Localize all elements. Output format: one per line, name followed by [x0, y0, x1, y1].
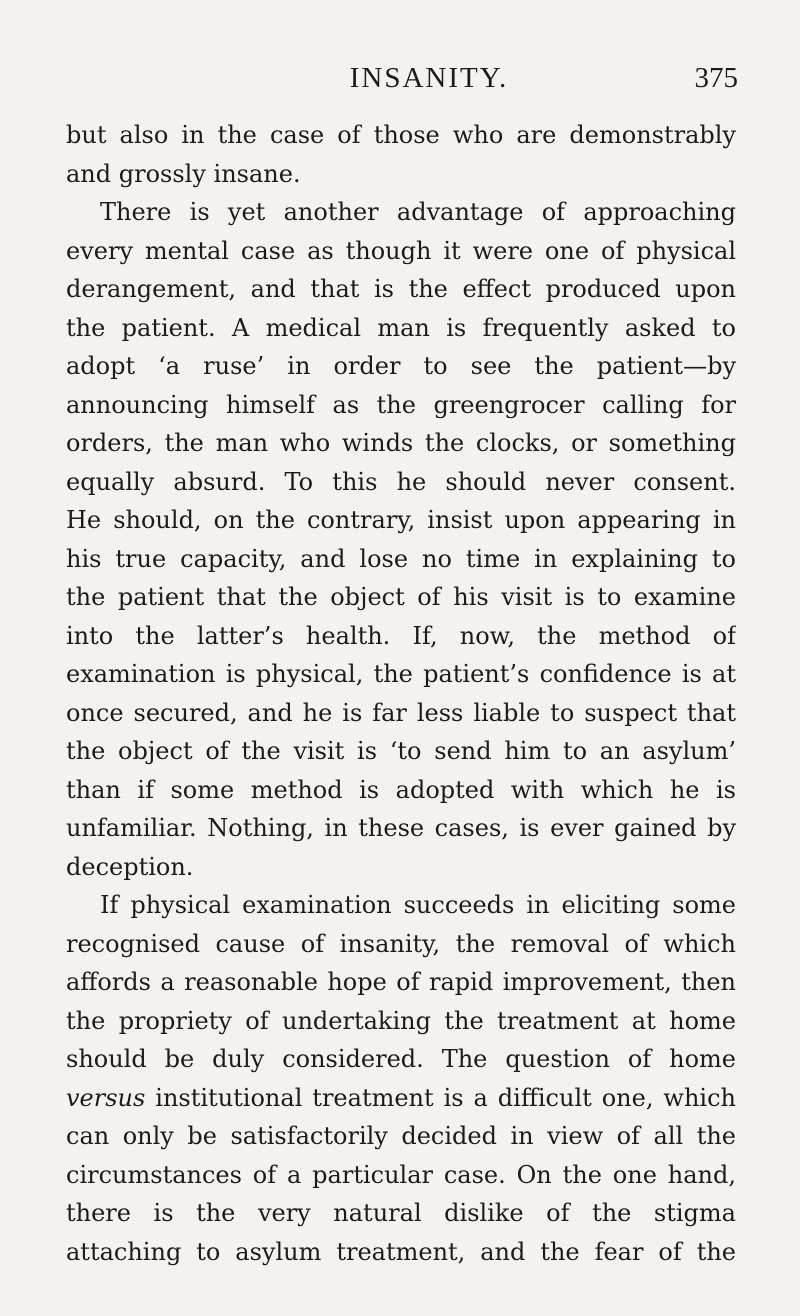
- text-line: there is the very natural dislike of the stigma: [66, 1199, 736, 1227]
- text-line: but also in the case of those who are demonstrably: [66, 121, 736, 149]
- text-line: announcing himself as the greengrocer calling for: [66, 390, 736, 419]
- text-line: the object of the visit is ‘to send him to an asylum’: [66, 737, 736, 765]
- text-line: examination is physical, the patient’s confidence is at: [66, 660, 736, 688]
- page-number: 375: [694, 62, 738, 94]
- text-line: If physical examination succeeds in eliciting some: [100, 891, 736, 919]
- text-line: circumstances of a particular case. On the one hand,: [66, 1160, 736, 1189]
- text-line: unfamiliar. Nothing, in these cases, is ever gained by: [66, 814, 736, 842]
- text-line: affords a reasonable hope of rapid improvement, then: [66, 968, 736, 996]
- italic-word: versus: [66, 1083, 146, 1112]
- text-line: equally absurd. To this he should never consent.: [66, 467, 736, 496]
- text-line: his true capacity, and lose no time in explaining to: [66, 544, 736, 573]
- text-line: orders, the man who winds the clocks, or something: [66, 429, 736, 457]
- running-head: [120, 58, 738, 98]
- text-line: once secured, and he is far less liable to suspect that: [66, 698, 736, 727]
- text-line: attaching to asylum treatment, and the fear of the: [66, 1237, 736, 1266]
- text-line: the patient. A medical man is frequently asked to: [66, 313, 736, 342]
- text-line: deception.: [66, 852, 194, 881]
- text-line: the patient that the object of his visit is to examine: [66, 583, 736, 611]
- text-line: and grossly insane.: [66, 159, 301, 188]
- text-line: the propriety of undertaking the treatment at home: [66, 1006, 736, 1035]
- body-text: [66, 116, 736, 1271]
- text-line: into the latter’s health. If, now, the method of: [66, 621, 736, 650]
- text-line: should be duly considered. The question of home: [66, 1045, 736, 1073]
- text-line: He should, on the contrary, insist upon appearing in: [66, 506, 736, 534]
- text-line: There is yet another advantage of approaching: [100, 198, 736, 226]
- text-line: adopt ‘a ruse’ in order to see the patient—by: [66, 352, 736, 380]
- text-line: than if some method is adopted with which he is: [66, 775, 736, 804]
- text-line-with-italic: [66, 1079, 736, 1118]
- text-line: derangement, and that is the effect produced upon: [66, 275, 736, 303]
- text-line: can only be satisfactorily decided in view of all the: [66, 1122, 736, 1150]
- text-line: recognised cause of insanity, the removal of which: [66, 929, 736, 958]
- text-line: every mental case as though it were one of physical: [66, 236, 736, 265]
- text-line-remainder: institutional treatment is a difficult one, which: [155, 1083, 736, 1112]
- running-title: INSANITY.: [349, 62, 509, 94]
